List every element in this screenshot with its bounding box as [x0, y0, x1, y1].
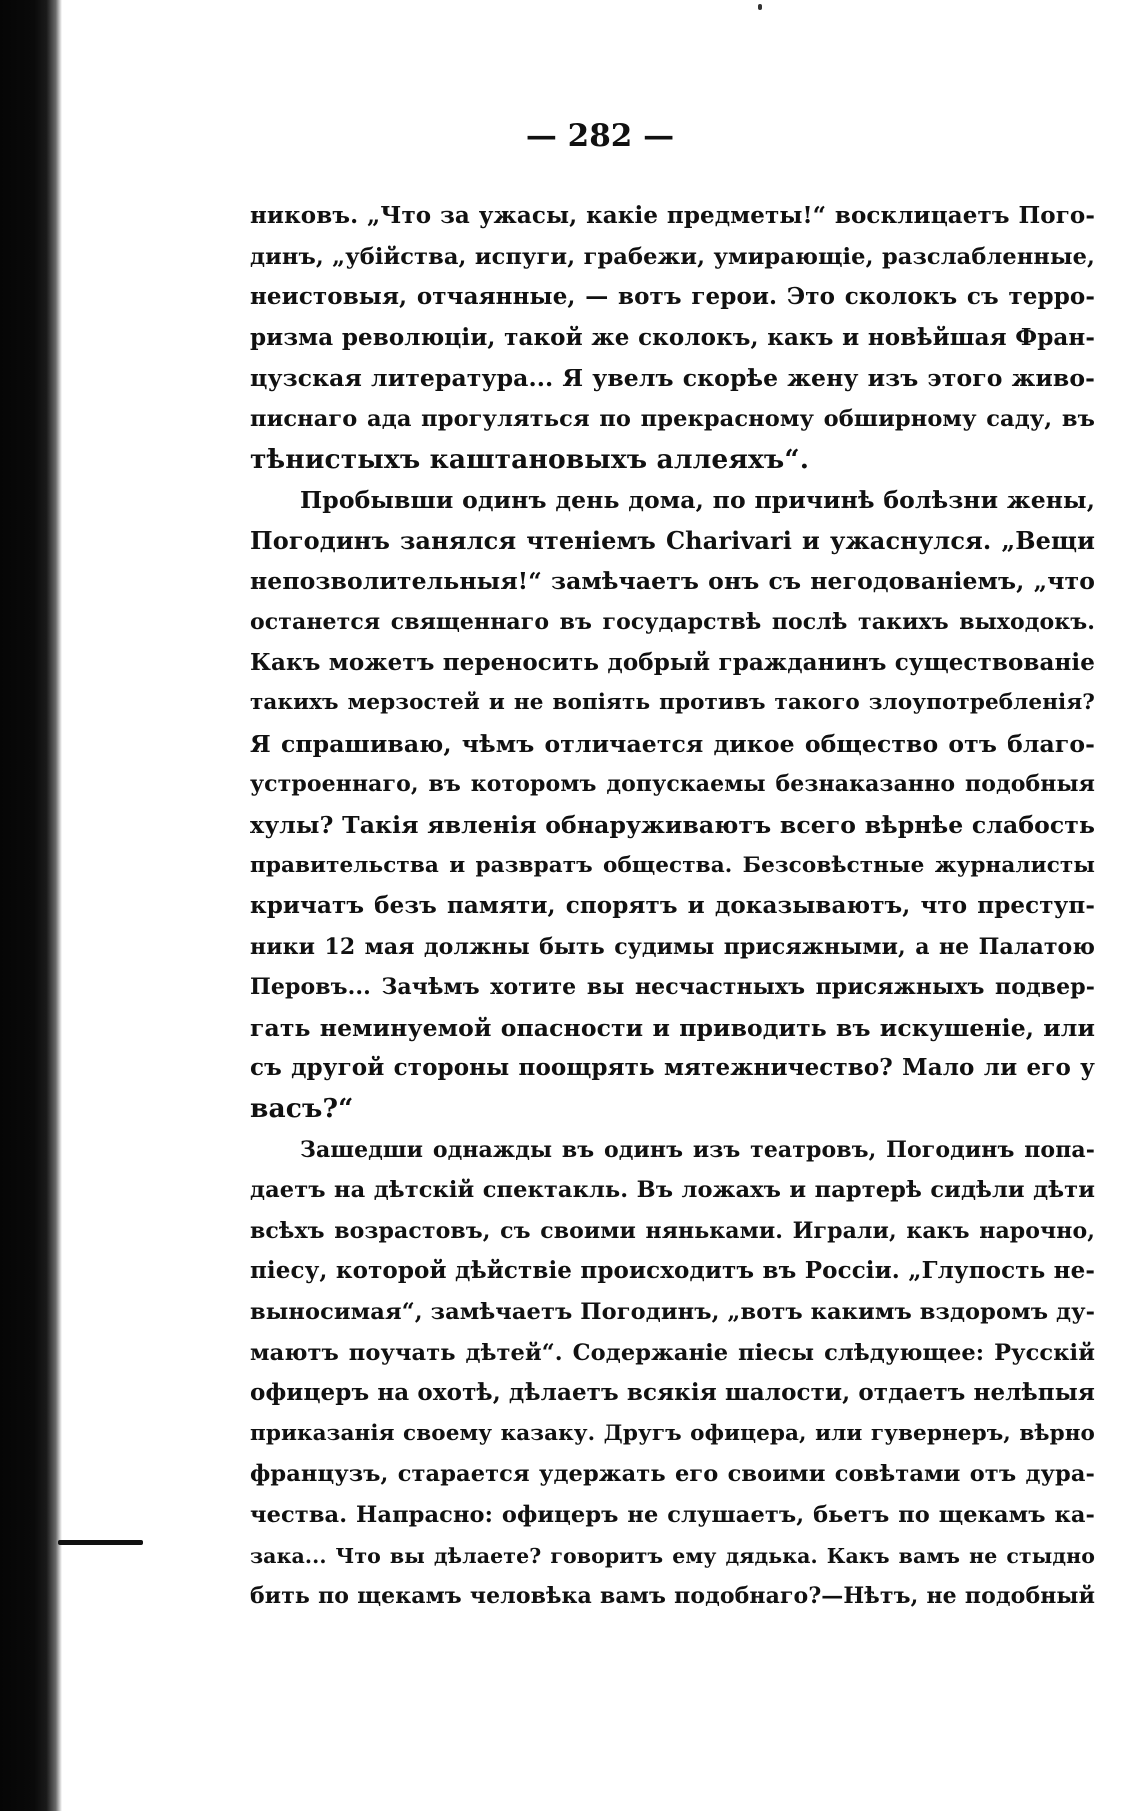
page-number: — 282 —: [525, 118, 675, 154]
text-line: французъ, старается удержать его своими совѣтами отъ дура-: [250, 1461, 1095, 1488]
book-spine-shadow: [0, 0, 62, 1811]
text-line: Какъ можетъ переносить добрый гражданинъ существованіе: [250, 648, 1095, 676]
text-line: даетъ на дѣтскій спектакль. Въ ложахъ и партерѣ сидѣли дѣти: [250, 1177, 1095, 1204]
text-line: ризма революціи, такой же сколокъ, какъ и новѣйшая Фран-: [250, 323, 1095, 351]
page-edge-mark: [58, 1540, 143, 1545]
print-speck: [758, 4, 762, 10]
text-line: тѣнистыхъ каштановыхъ аллеяхъ“.: [250, 443, 810, 475]
text-line: ники 12 мая должны быть судимы присяжными, а не Палатою: [250, 933, 1095, 960]
text-line: Зашедши однажды въ одинъ изъ театровъ, Погодинъ попа-: [300, 1136, 1095, 1163]
text-line: устроеннаго, въ которомъ допускаемы безнаказанно подобныя: [250, 771, 1095, 798]
text-line: правительства и развратъ общества. Безсовѣстные журналисты: [250, 852, 1095, 878]
text-line: гать неминуемой опасности и приводить въ искушеніе, или: [250, 1013, 1095, 1042]
text-line: всѣхъ возрастовъ, съ своими няньками. Играли, какъ нарочно,: [250, 1217, 1095, 1244]
text-line: останется священнаго въ государствѣ послѣ такихъ выходокъ.: [250, 608, 1095, 635]
text-line: Перовъ... Зачѣмъ хотите вы несчастныхъ присяжныхъ подвер-: [250, 974, 1095, 1001]
text-line: маютъ поучать дѣтей“. Содержаніе піесы слѣдующее: Русскій: [250, 1339, 1095, 1366]
text-line: зака... Что вы дѣлаете? говоритъ ему дядька. Какъ вамъ не стыдно: [250, 1543, 1095, 1568]
text-line: съ другой стороны поощрять мятежничество? Мало ли его у: [250, 1054, 1095, 1082]
text-line: такихъ мерзостей и не вопіять противъ такого злоупотребленія?: [250, 690, 1095, 716]
text-line: піесу, которой дѣйствіе происходитъ въ Россіи. „Глупость не-: [250, 1257, 1095, 1285]
text-line: приказанія своему казаку. Другъ офицера, или гувернеръ, вѣрно: [250, 1420, 1095, 1446]
text-line: писнаго ада прогуляться по прекрасному обширному саду, въ: [250, 405, 1095, 432]
text-line: хулы? Такія явленія обнаруживаютъ всего вѣрнѣе слабость: [250, 810, 1095, 839]
text-line: динъ, „убійства, испуги, грабежи, умирающіе, разслабленные,: [250, 243, 1095, 270]
body-text: [250, 196, 1095, 1617]
text-line: Погодинъ занялся чтеніемъ Charivari и ужаснулся. „Вещи: [250, 525, 1095, 555]
text-line: Я спрашиваю, чѣмъ отличается дикое общество отъ благо-: [250, 729, 1095, 758]
text-line: чества. Напрасно: офицеръ не слушаетъ, бьетъ по щекамъ ка-: [250, 1502, 1095, 1528]
text-line: неистовыя, отчаянные, — вотъ герои. Это сколокъ съ терро-: [250, 283, 1095, 311]
paragraph-3: [250, 1130, 1095, 1617]
text-line: цузская литература... Я увелъ скорѣе жену изъ этого живо-: [250, 364, 1095, 393]
text-line: бить по щекамъ человѣка вамъ подобнаго?—Нѣтъ, не подобный: [250, 1583, 1095, 1610]
text-line: выносимая“, замѣчаетъ Погодинъ, „вотъ какимъ вздоромъ ду-: [250, 1299, 1096, 1326]
text-line: непозволительныя!“ замѣчаетъ онъ съ негодованіемъ, „что: [250, 567, 1095, 596]
text-line: васъ?“: [250, 1093, 354, 1125]
text-line: офицеръ на охотѣ, дѣлаетъ всякія шалости, отдаетъ нелѣпыя: [250, 1379, 1095, 1407]
text-line: Пробывши одинъ день дома, по причинѣ болѣзни жены,: [300, 486, 1095, 515]
text-line: никовъ. „Что за ужасы, какіе предметы!“ восклицаетъ Пого-: [250, 202, 1095, 229]
paragraph-2: [250, 480, 1095, 1130]
paragraph-1: [250, 196, 1095, 480]
text-line: кричатъ безъ памяти, спорятъ и доказываютъ, что преступ-: [250, 892, 1095, 920]
